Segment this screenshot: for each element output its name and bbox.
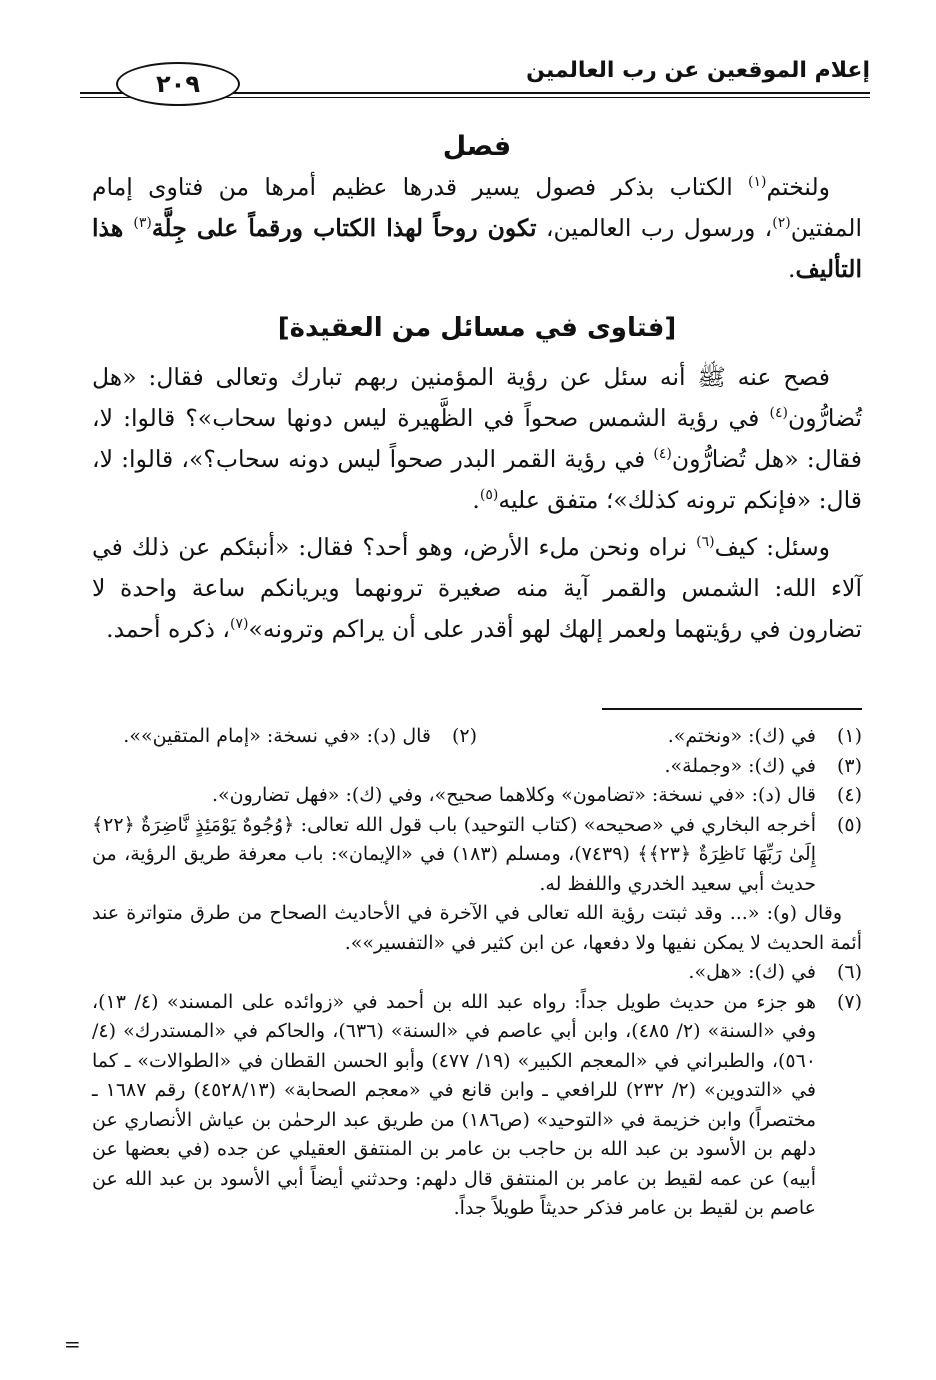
paragraph-1 xyxy=(92,357,862,521)
footnote-text: في (ك): «وجملة». xyxy=(664,754,816,777)
footnote-text: في (ك): «هل». xyxy=(688,961,816,983)
footnote-ref: (٣) xyxy=(133,215,152,232)
footnote-separator xyxy=(602,708,862,710)
footnote-text: هو جزء من حديث طويل جداً: رواه عبد الله بن أحمد في «زوائده على المسند» (٤/ ١٣)، وفي «السنة» (٢/ ٤٨٥)، وابن أبي عاصم في «السنة» (٦٣٦)، والحاكم في «المستدرك» (٤/ ٥٦٠)، والطبراني في «المعجم الكبير» (١٩/ ٤٧٧) وأبو الحسن القطان في «الطوالات» ـ كما في «التدوين» (٢/ ٢٣٢) للرافعي ـ وابن قانع في «معجم الصحابة» (٤٥٢٨/١٣) رقم ١٦٨٧ ـ مختصراً) وابن خزيمة في «التوحيد» (ص١٨٦) من طريق عبد الرحمٰن بن عياش الأنصاري عن دلهم بن الأسود بن عبد الله بن حاجب بن عامر بن المنتفق العقيلي عن جده (في بعضها عن أبيه) عن عمه لقيط بن عامر بن المنتفق قال دلهم: وحدثني أيضاً أبي الأسود بن عبد الله عن عاصم بن لقيط بن عامر فذكر حديثاً طويلاً جداً. xyxy=(92,990,816,1219)
text-run: وسئل: كيف xyxy=(714,533,830,561)
text-run: نراه ونحن ملء الأرض، وهو أحد؟ فقال: «أنبئكم عن ذلك في آلاء الله: الشمس والقمر آية منه صغيرة ترونهما ويريانكم ساعة واحدة لا تضارون في رؤيتهما ولعمر إلهك لهو أقدر على أن يراكم وترونه» xyxy=(92,533,862,643)
paragraph-2 xyxy=(92,527,862,650)
footnote-text: قال (د): «في نسخة: «تضامون» وكلاهما صحيح»، وفي (ك): «فهل تضارون». xyxy=(211,784,816,806)
footnote-text: في (ك): «ونختم». xyxy=(667,725,816,747)
footnote-number: (٥) xyxy=(836,813,862,836)
footnote-row xyxy=(92,722,862,752)
footnotes xyxy=(92,722,862,1224)
footnote-ref: (٤) xyxy=(769,405,788,422)
footnote-ref: (١) xyxy=(748,174,767,191)
page-header xyxy=(80,38,870,108)
text-run: . xyxy=(472,486,480,514)
text-run: فصح عنه ﷺ أنه سئل عن رؤية المؤمنين ربهم تبارك وتعالى فقال: «هل تُضارُّون xyxy=(92,363,862,432)
footnote-number: (٧) xyxy=(836,990,862,1013)
intro-paragraph xyxy=(92,167,862,290)
text-run: ، ورسول رب العالمين، xyxy=(536,214,773,242)
text-run: في رؤية القمر البدر صحواً ليس دونه سحاب؟»، قالوا: لا، قال: «فإنكم ترونه كذلك»؛ متفق عليه xyxy=(92,445,862,514)
page-number: ٢٠٩ xyxy=(116,62,240,106)
footnote-text: أخرجه البخاري في «صحيحه» (كتاب التوحيد) باب قول الله تعالى: ﴿وُجُوهٌ يَوْمَئِذٍ نَّاضِرَةٌ ﴿٢٢﴾ إِلَىٰ رَبِّهَا نَاظِرَةٌ ﴿٢٣﴾﴾ (٧٤٣٩)، ومسلم (١٨٣) في «الإيمان»: باب معرفة طريق الرؤية، من حديث أبي سعيد الخدري واللفظ له. xyxy=(92,813,817,895)
footnote-number: (١) xyxy=(836,725,862,747)
footnote-3 xyxy=(92,752,862,782)
margin-mark: = xyxy=(64,1332,81,1356)
bold-text-run: تكون روحاً لهذا الكتاب ورقماً على جِلَّة xyxy=(151,214,537,242)
footnote-ref: (٥) xyxy=(479,487,499,504)
section-title: فصل xyxy=(442,131,512,162)
text-run: ، ذكره أحمد. xyxy=(106,615,230,643)
footnote-4 xyxy=(92,781,862,811)
footnote-number: (٦) xyxy=(836,961,862,983)
text-run: الكتاب بذكر فصول يسير قدرها عظيم أمرها من فتاوى إمام المفتين xyxy=(92,173,862,242)
footnote-ref: (٤) xyxy=(653,446,672,463)
text-run: ولنختم xyxy=(766,173,830,201)
footnote-text: قال (د): «في نسخة: «إمام المتقين»». xyxy=(123,725,431,747)
footnote-ref: (٦) xyxy=(696,534,715,551)
footnote-number: (٣) xyxy=(836,754,862,777)
footnote-number: (٢) xyxy=(451,725,477,747)
footnote-7 xyxy=(92,988,862,1224)
text-run: . xyxy=(787,255,796,283)
main-text xyxy=(92,120,862,656)
footnote-ref: (٢) xyxy=(772,215,791,232)
footnote-5-continuation: وقال (و): «... وقد ثبتت رؤية الله تعالى في الآخرة في الأحاديث الصحاح من طرق متواترة عند أئمة الحديث لا يمكن نفيها ولا دفعها، عن ابن كثير في «التفسير»». xyxy=(92,902,862,954)
footnote-number: (٤) xyxy=(836,784,862,806)
footnote-5 xyxy=(92,811,862,900)
text-run: في رؤية الشمس صحواً في الظَّهيرة ليس دونها سحاب»؟ قالوا: لا، فقال: «هل تُضارُّون xyxy=(92,404,862,473)
footnote-ref: (٧) xyxy=(230,616,249,633)
bold-text-run: هذا التأليف xyxy=(92,214,862,283)
footnote-2 xyxy=(92,722,477,752)
running-title: إعلام الموقعين عن رب العالمين xyxy=(526,58,870,83)
footnote-1 xyxy=(477,722,862,752)
footnote-6 xyxy=(92,958,862,988)
subsection-title: [فتاوى في مسائل من العقيدة] xyxy=(277,313,677,343)
